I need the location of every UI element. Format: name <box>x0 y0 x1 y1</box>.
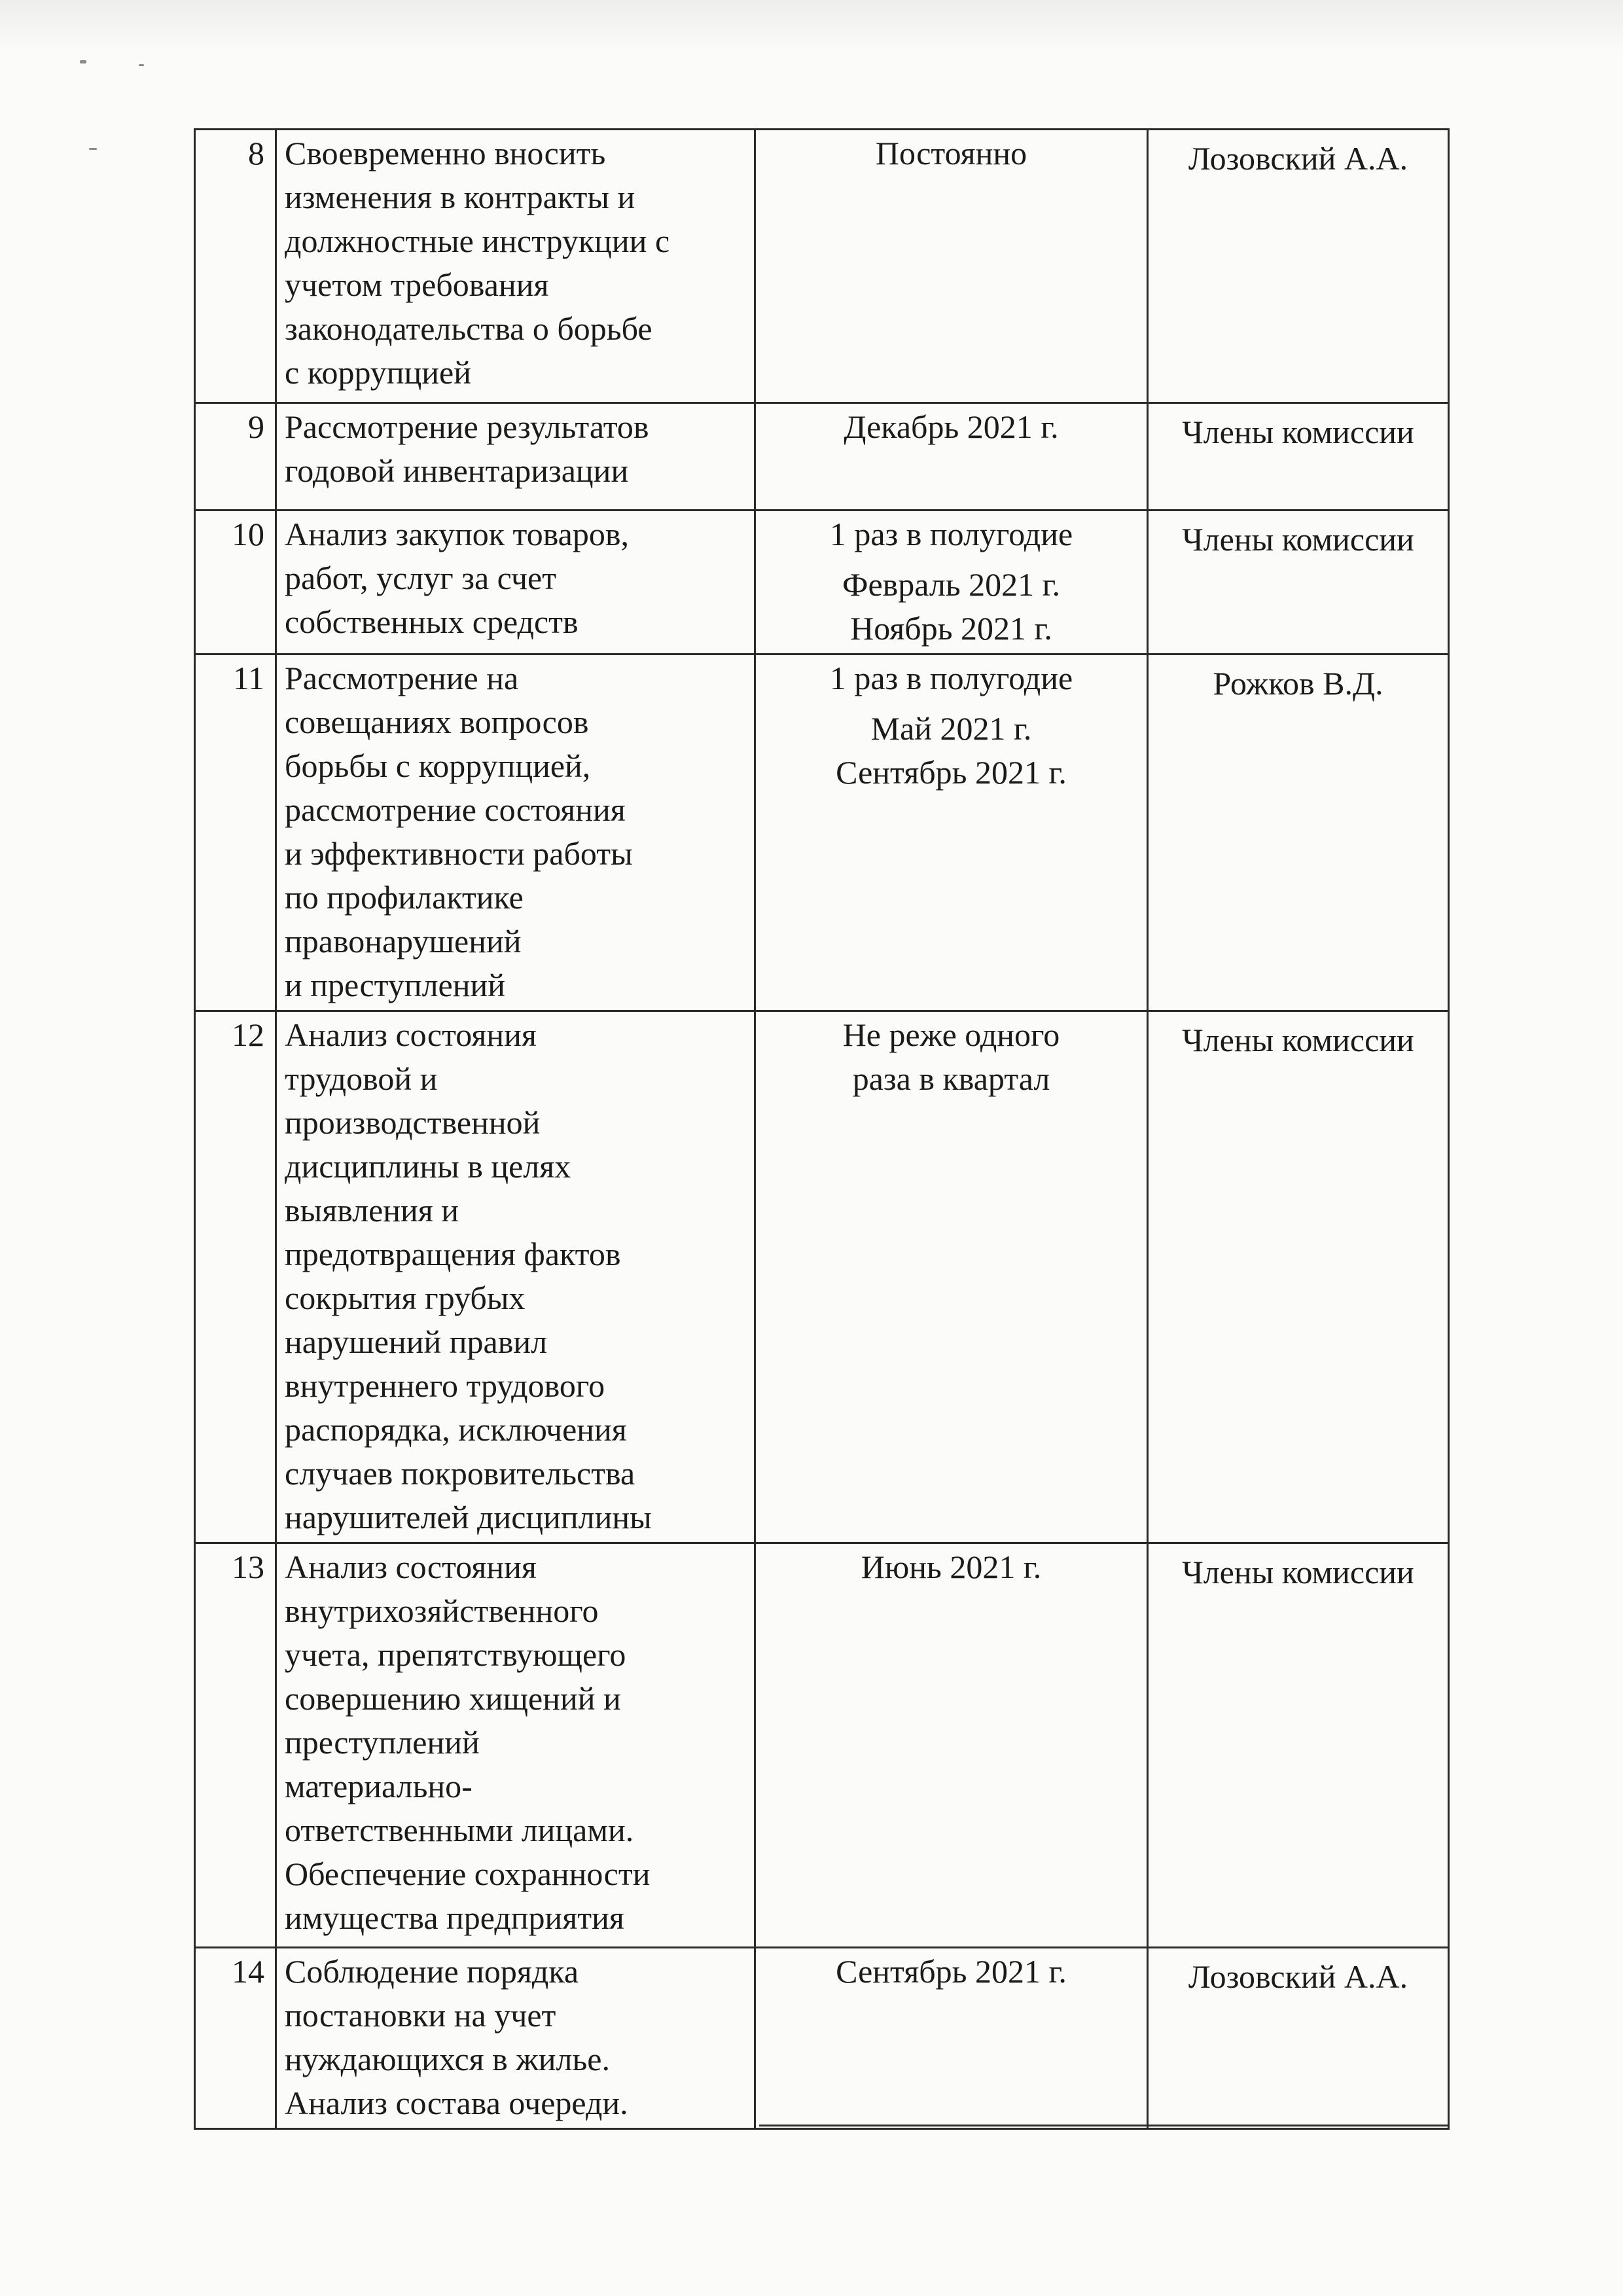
table-row <box>195 511 1449 655</box>
responsible-cell: Лозовский А.А. <box>1148 1948 1449 2129</box>
action-cell: Рассмотрение на совещаниях вопросов борьбы с коррупцией, рассмотрение состояния и эффективности работы по профилактике правонарушений и преступлений <box>276 655 755 1011</box>
table-row <box>195 130 1449 403</box>
table-row <box>195 1948 1449 2129</box>
action-cell: Анализ состояния внутрихозяйственного учета, препятствующего совершению хищений и преступлений материально- ответственными лицами. Обеспечение сохранности имущества предприятия <box>276 1543 755 1948</box>
term-cell <box>755 655 1148 1011</box>
row-number: 13 <box>195 1543 276 1948</box>
table-row <box>195 655 1449 1011</box>
row-number: 8 <box>195 130 276 403</box>
action-cell: Соблюдение порядка постановки на учет нуждающихся в жилье. Анализ состава очереди. <box>276 1948 755 2129</box>
term-text: 1 раз в полугодие <box>829 660 1073 696</box>
responsible-cell: Лозовский А.А. <box>1148 130 1449 403</box>
table-end-line <box>759 2125 1448 2126</box>
term-cell <box>755 1011 1148 1543</box>
measures-table <box>194 128 1450 2130</box>
table-row <box>195 403 1449 511</box>
table-row <box>195 1011 1449 1543</box>
term-text: 1 раз в полугодие <box>829 516 1073 552</box>
action-cell: Анализ состояния трудовой и производственной дисциплины в целях выявления и предотвращения фактов сокрытия грубых нарушений правил внутреннего трудового распорядка, исключения случаев покровительства нарушителей дисциплины <box>276 1011 755 1543</box>
row-number: 9 <box>195 403 276 511</box>
term-dates: Февраль 2021 г. Ноябрь 2021 г. <box>842 566 1061 647</box>
term-text: Декабрь 2021 г. <box>844 408 1059 445</box>
term-cell <box>755 1948 1148 2129</box>
term-text: Не реже одного раза в квартал <box>842 1016 1060 1097</box>
table-row <box>195 1543 1449 1948</box>
term-cell <box>755 130 1148 403</box>
scan-shadow <box>0 0 1623 52</box>
responsible-cell: Члены комиссии <box>1148 1011 1449 1543</box>
term-dates: Май 2021 г. Сентябрь 2021 г. <box>836 710 1067 791</box>
term-text: Июнь 2021 г. <box>861 1549 1042 1585</box>
term-cell <box>755 1543 1148 1948</box>
term-text: Сентябрь 2021 г. <box>836 1953 1067 1990</box>
row-number: 12 <box>195 1011 276 1543</box>
row-number: 11 <box>195 655 276 1011</box>
responsible-cell: Члены комиссии <box>1148 403 1449 511</box>
action-cell: Анализ закупок товаров, работ, услуг за счет собственных средств <box>276 511 755 655</box>
term-cell <box>755 403 1148 511</box>
action-cell: Своевременно вносить изменения в контракты и должностные инструкции с учетом требования законодательства о борьбе с коррупцией <box>276 130 755 403</box>
responsible-cell: Члены комиссии <box>1148 1543 1449 1948</box>
responsible-cell: Члены комиссии <box>1148 511 1449 655</box>
action-cell: Рассмотрение результатов годовой инвентаризации <box>276 403 755 511</box>
row-number: 14 <box>195 1948 276 2129</box>
responsible-cell: Рожков В.Д. <box>1148 655 1449 1011</box>
row-number: 10 <box>195 511 276 655</box>
term-text: Постоянно <box>875 135 1027 171</box>
term-cell <box>755 511 1148 655</box>
